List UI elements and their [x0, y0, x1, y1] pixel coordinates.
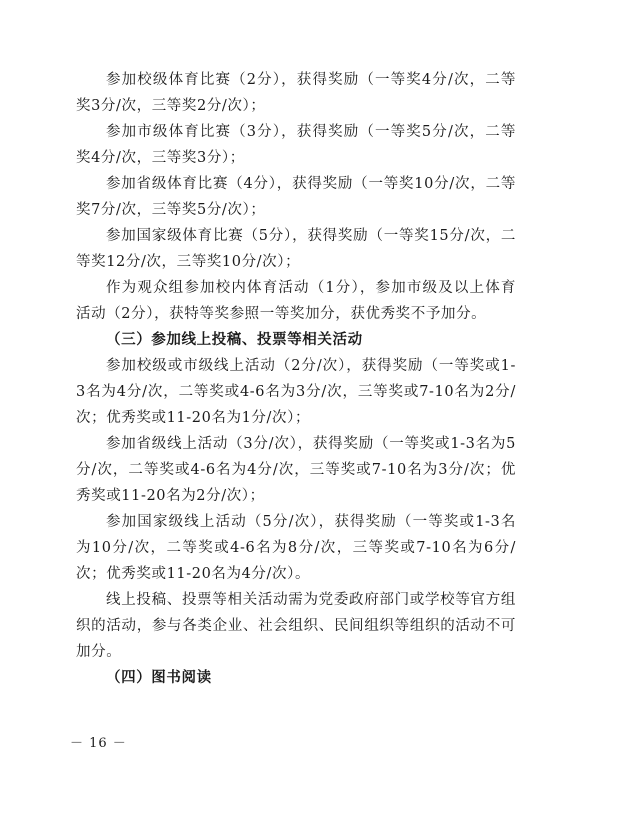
- paragraph-city-sports: 参加市级体育比赛（3分），获得奖励（一等奖5分/次，二等奖4分/次，三等奖3分）；: [76, 124, 516, 167]
- paragraph-school-sports: 参加校级体育比赛（2分），获得奖励（一等奖4分/次，二等奖3分/次，三等奖2分/次）；: [76, 72, 516, 115]
- page-number: － 16 －: [70, 736, 127, 751]
- paragraph-online-province: 参加省级线上活动（3分/次），获得奖励（一等奖或1-3名为5分/次，二等奖或4-6名为4分/次，三等奖或7-10名为3分/次；优秀奖或11-20名为2分/次）；: [76, 436, 516, 505]
- paragraph-spectator: 作为观众组参加校内体育活动（1分），参加市级及以上体育活动（2分），获特等奖参照一等奖加分，获优秀奖不予加分。: [76, 280, 516, 323]
- section-heading-reading: （四）图书阅读: [106, 670, 212, 686]
- paragraph-online-national: 参加国家级线上活动（5分/次），获得奖励（一等奖或1-3名为10分/次，二等奖或4-6名为8分/次，三等奖或7-10名为6分/次；优秀奖或11-20名为4分/次）。: [76, 514, 516, 583]
- paragraph-online-note: 线上投稿、投票等相关活动需为党委政府部门或学校等官方组织的活动，参与各类企业、社会组织、民间组织等组织的活动不可加分。: [76, 592, 516, 661]
- paragraph-province-sports: 参加省级体育比赛（4分），获得奖励（一等奖10分/次，二等奖7分/次，三等奖5分/次）；: [76, 176, 516, 219]
- paragraph-national-sports: 参加国家级体育比赛（5分），获得奖励（一等奖15分/次，二等奖12分/次，三等奖10分/次）；: [76, 228, 516, 271]
- paragraph-online-school-city: 参加校级或市级线上活动（2分/次），获得奖励（一等奖或1-3名为4分/次，二等奖或4-6名为3分/次，三等奖或7-10名为2分/次；优秀奖或11-20名为1分/次）；: [76, 358, 516, 427]
- section-heading-online: （三）参加线上投稿、投票等相关活动: [106, 332, 363, 348]
